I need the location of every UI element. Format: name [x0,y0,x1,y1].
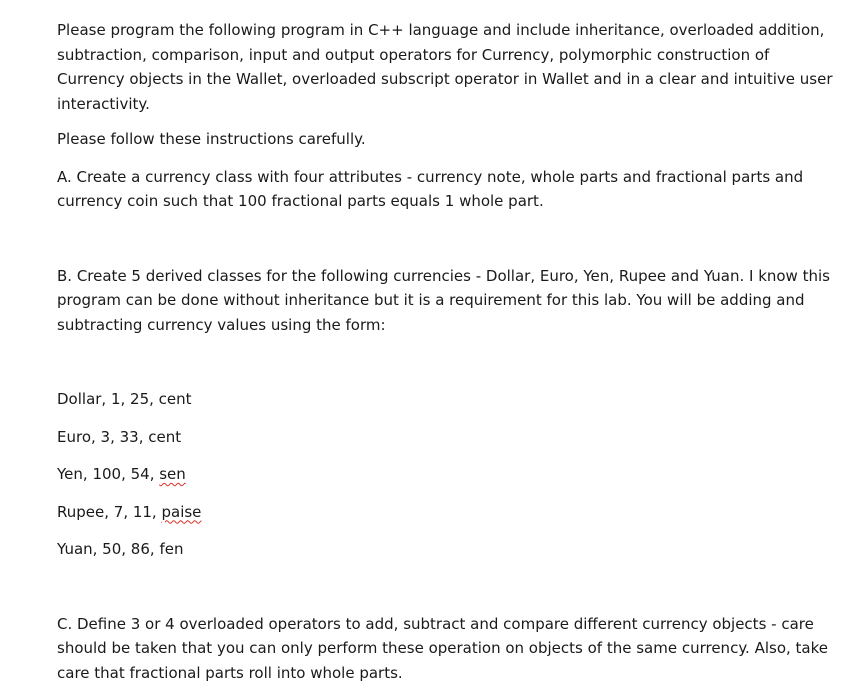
example-coin-spellcheck: sen [159,465,186,483]
example-euro [57,425,837,450]
document-page [57,18,837,685]
example-prefix: Euro, 3, 33, [57,427,149,446]
example-coin: cent [158,390,192,408]
example-prefix: Dollar, 1, 25, [57,390,159,408]
section-b-paragraph: B. Create 5 derived classes for the following currencies - Dollar, Euro, Yen, Rupee and Yuan. I know this program can be done without inheritance but it is a requirement for this lab. You will be adding and subtracting currency values using the form: [57,266,830,334]
example-coin-spellcheck: paise [161,502,202,521]
example-yen [57,462,837,487]
example-prefix: Rupee, 7, 11, [57,502,162,521]
example-coin: fen [159,540,184,558]
example-prefix: Yuan, 50, 86, [57,540,160,558]
currency-examples-list [57,387,837,562]
example-dollar [57,387,837,412]
intro-paragraph: Please program the following program in C++ language and include inheritance, overloaded addition, subtraction, comparison, input and output operators for Currency, polymorphic construction of Currency objects in the Wallet, overloaded subscript operator in Wallet and in a clear and intuitive user interactivity. [57,21,833,113]
section-a-paragraph: A. Create a currency class with four attributes - currency note, whole parts and fractional parts and currency coin such that 100 fractional parts equals 1 whole part. [57,167,804,210]
instructions-note: Please follow these instructions carefully. [57,130,366,148]
example-prefix: Yen, 100, 54, [57,465,160,483]
section-c-paragraph: C. Define 3 or 4 overloaded operators to add, subtract and compare different currency objects - care should be taken that you can only perform these operation on objects of the same currency. Also, take care that fractional parts roll into whole parts. [57,614,828,682]
example-rupee [57,500,837,525]
example-coin: cent [148,427,182,446]
example-yuan [57,537,837,562]
